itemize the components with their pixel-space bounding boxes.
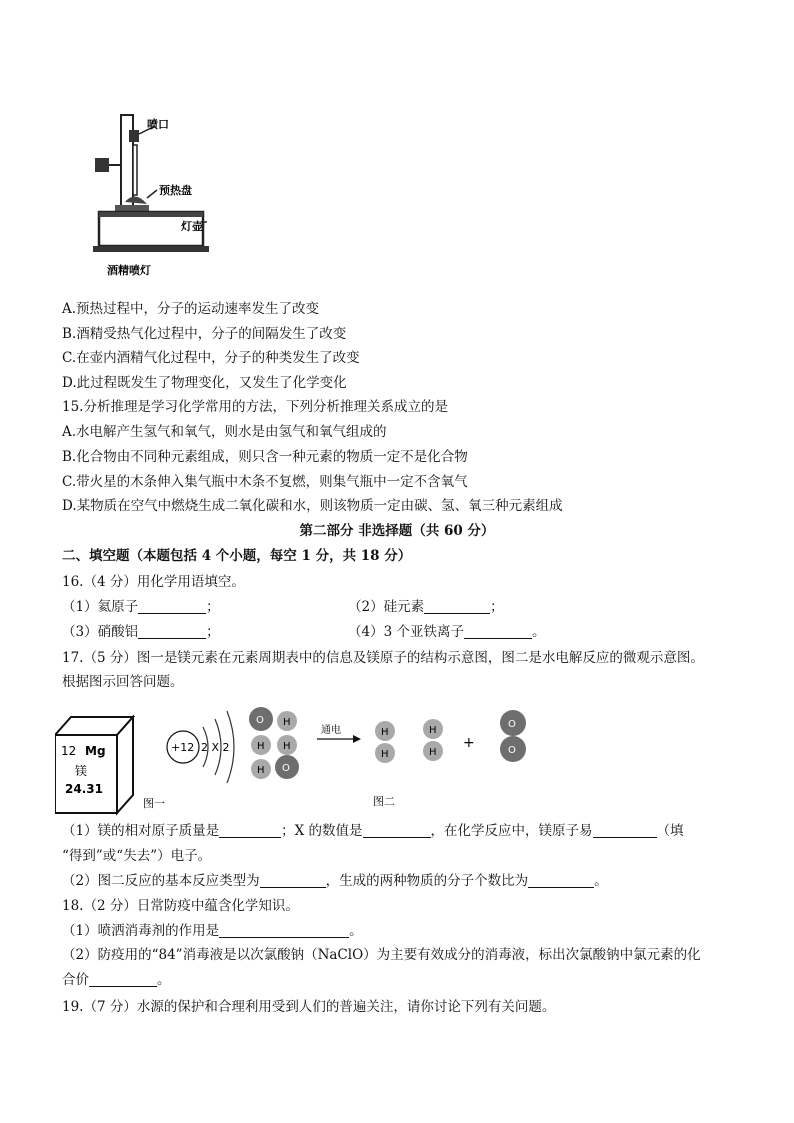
q16-blank4[interactable] (464, 624, 532, 639)
atomic-mass: 24.31 (65, 782, 103, 796)
svg-text:H: H (429, 747, 437, 758)
nozzle-label: 喷口 (147, 118, 169, 131)
electron-shells: 2 X 2 (201, 741, 230, 754)
q17-blank-x[interactable] (363, 823, 431, 838)
q16-item2: （2）硅元素 (348, 599, 425, 615)
nucleus-charge: +12 (171, 741, 195, 754)
q14-option-d: D.此过程既发生了物理变化，又发生了化学变化 (62, 375, 347, 391)
reaction-arrow (317, 723, 361, 743)
lamp-nozzle (129, 130, 139, 142)
q17-blank-mass[interactable] (219, 823, 281, 838)
section2-title: 二、填空题（本题包括 4 个小题，每空 1 分，共 18 分） (62, 548, 412, 564)
svg-text:O: O (508, 719, 516, 730)
preheat-label: 预热盘 (159, 184, 192, 197)
svg-text:H: H (257, 741, 265, 752)
arrow-label: 通电 (321, 725, 341, 736)
element-name: 镁 (75, 764, 88, 778)
q18-line2-cont: 合价 。 (62, 972, 171, 988)
q18-line1: （1）喷洒消毒剂的作用是 。 (62, 923, 363, 939)
q17-stem-1: 17.（5 分）图一是镁元素在元素周期表中的信息及镁原子的结构示意图，图二是水电解反应的微观示意图。 (62, 650, 704, 666)
product-molecules (375, 710, 526, 763)
mg-atom-structure (167, 711, 234, 783)
alcohol-lamp-figure (85, 110, 235, 280)
q16-item1: （1）氦原子 (62, 599, 139, 615)
lamp-knob (95, 158, 109, 172)
q15-option-b: B.化合物由不同种元素组成，则只含一种元素的物质一定不是化合物 (62, 449, 468, 465)
q14-option-a: A.预热过程中，分子的运动速率发生了改变 (62, 301, 320, 317)
svg-text:H: H (283, 741, 291, 752)
q15-option-d: D.某物质在空气中燃烧生成二氧化碳和水，则该物质一定由碳、氢、氧三种元素组成 (62, 498, 563, 514)
q15-option-c: C.带火星的木条伸入集气瓶中木条不复燃，则集气瓶中一定不含氧气 (62, 474, 468, 490)
q16-stem: 16.（4 分）用化学用语填空。 (62, 574, 245, 590)
fig2-caption: 图二 (373, 795, 395, 808)
q14-option-c: C.在壶内酒精气化过程中，分子的种类发生了改变 (62, 350, 360, 366)
q19-stem: 19.（7 分）水源的保护和合理利用受到人们的普遍关注，请你讨论下列有关问题。 (62, 999, 556, 1015)
svg-text:O: O (508, 745, 516, 756)
svg-text:H: H (381, 727, 389, 738)
q18-blank-valence[interactable] (89, 972, 157, 987)
svg-text:H: H (257, 765, 265, 776)
periodic-table-cell (55, 717, 133, 813)
q17-line2: （2）图二反应的基本反应类型为 ，生成的两种物质的分子个数比为 。 (62, 873, 608, 889)
q18-stem: 18.（2 分）日常防疫中蕴含化学知识。 (62, 898, 299, 914)
q17-blank-ratio[interactable] (528, 873, 594, 888)
q15-option-a: A.水电解产生氢气和氧气，则水是由氢气和氧气组成的 (62, 424, 387, 440)
q17-blank-type[interactable] (260, 873, 326, 888)
q16-item4: （4）3 个亚铁离子 (348, 624, 464, 640)
q16-blank3[interactable] (138, 624, 206, 639)
q17-line1: （1）镁的相对原子质量是 ；X 的数值是 ，在化学反应中，镁原子易 （填 (62, 823, 684, 839)
q14-option-b: B.酒精受热气化过程中，分子的间隔发生了改变 (62, 326, 347, 342)
part2-title: 第二部分 非选择题（共 60 分） (299, 523, 495, 539)
svg-text:O: O (282, 763, 290, 774)
plus-sign: + (463, 735, 475, 751)
q15-stem: 15.分析推理是学习化学常用的方法，下列分析推理关系成立的是 (62, 399, 448, 415)
q16-blank2[interactable] (424, 599, 490, 614)
q16-blank1[interactable] (138, 599, 206, 614)
q18-blank-effect[interactable] (219, 923, 349, 938)
svg-text:H: H (429, 725, 437, 736)
svg-text:O: O (256, 715, 264, 726)
lamp-caption: 酒精喷灯 (107, 264, 151, 277)
pot-label: 灯壶 (181, 220, 203, 233)
mg-electrolysis-figure (55, 705, 575, 820)
q17-blank-gain-lose[interactable] (593, 823, 657, 838)
q16-row2: （3）硝酸铝 ； （4）3 个亚铁离子 。 (62, 624, 546, 640)
q17-line1-cont: “得到”或“失去”）电子。 (62, 848, 212, 864)
q16-row1: （1）氦原子 ； （2）硅元素 ； (62, 599, 504, 615)
q18-line2: （2）防疫用的“84”消毒液是以次氯酸钠（NaClO）为主要有效成分的消毒液，标出次氯酸钠中氯元素的化 (62, 947, 701, 963)
fig1-caption: 图一 (143, 797, 165, 810)
atomic-number: 12 (61, 744, 77, 758)
q17-stem-2: 根据图示回答问题。 (62, 674, 184, 690)
svg-text:H: H (283, 717, 291, 728)
reactant-molecules (249, 707, 299, 779)
svg-text:H: H (381, 749, 389, 760)
element-symbol: Mg (85, 744, 106, 758)
q16-item3: （3）硝酸铝 (62, 624, 139, 640)
